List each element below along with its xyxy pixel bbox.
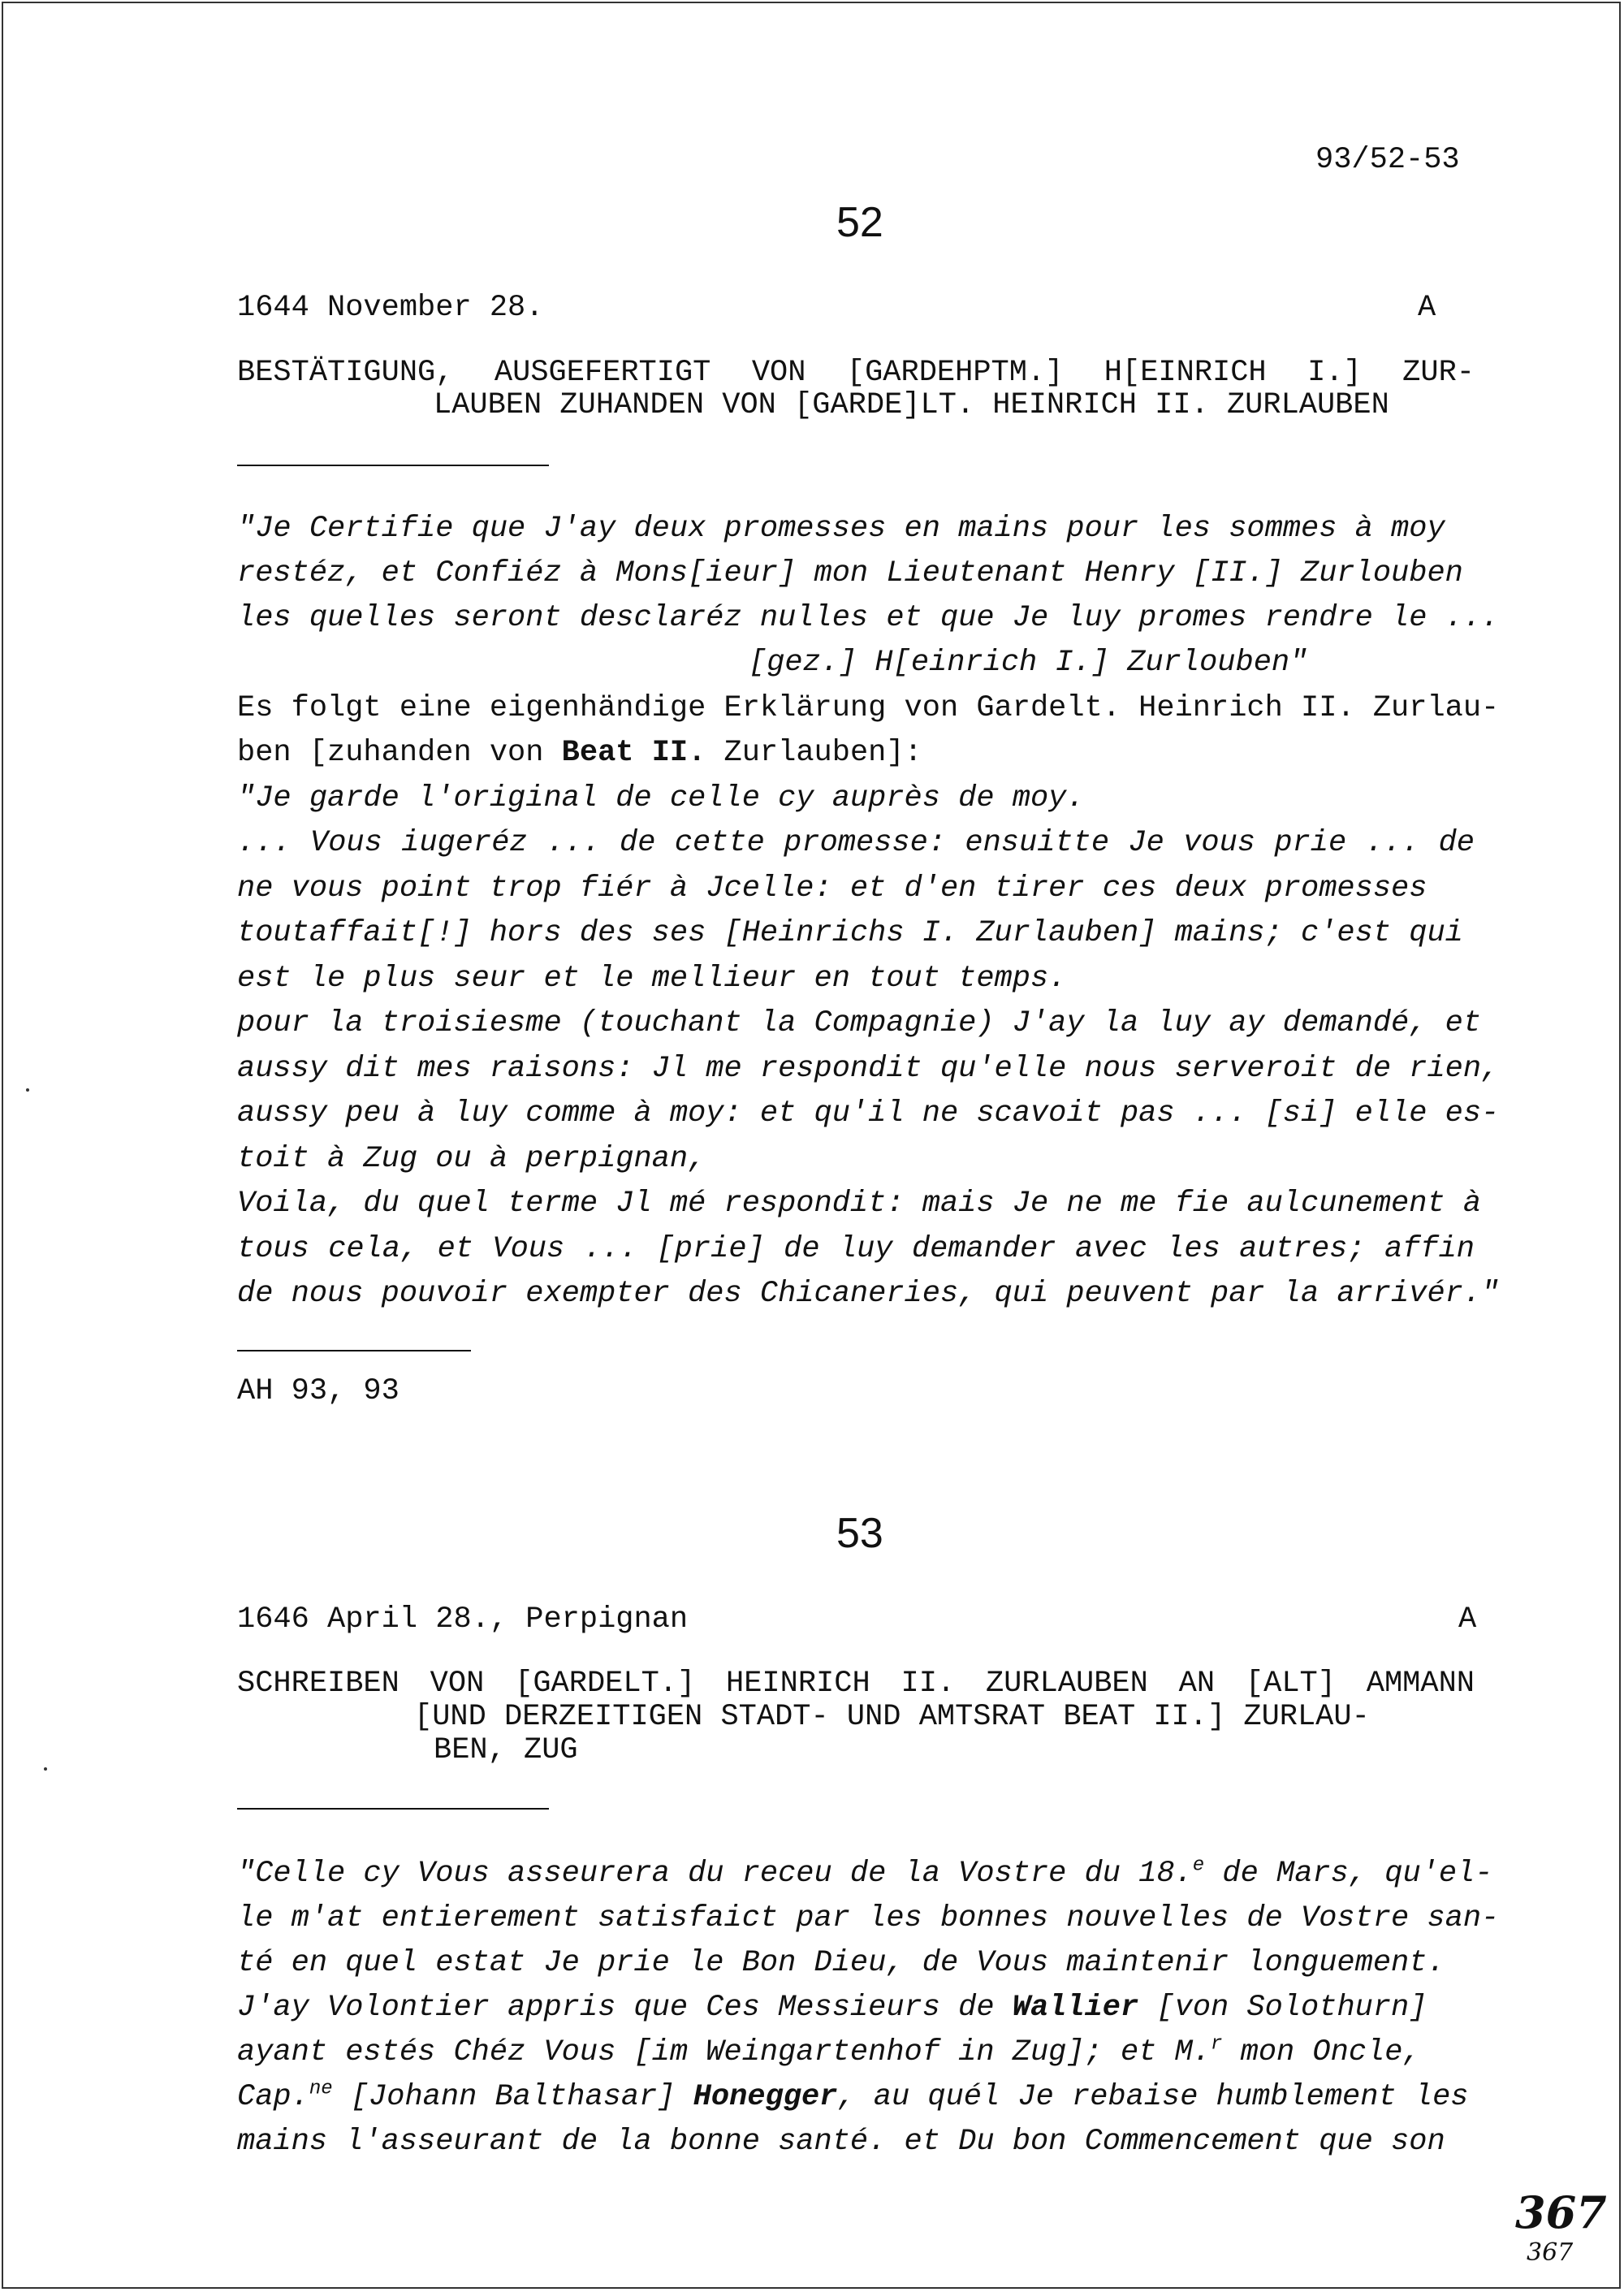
margin-speck [44,1767,47,1771]
doc52-title-line-1: BESTÄTIGUNG, AUSGEFERTIGT VON [GARDEHPTM.] H[EINRICH I.] ZUR- [237,356,1475,390]
doc53-letter-text-end: [von Solothurn] [1138,1991,1427,2025]
doc53-letter-line-2: le m'at entierement satisfaict par les bonnes nouvelles de Vostre san- [237,1901,1500,1935]
doc52-quote-line-15: tous cela, et Vous ... [prie] de luy demander avec les autres; affin [237,1232,1475,1266]
doc53-letter-line-7: mains l'asseurant de la bonne santé. et Du bon Commencement que son [237,2125,1445,2159]
doc52-quote-line-7: ne vous point trop fiér à Jcelle: et d'en tirer ces deux promesses [237,871,1427,906]
doc53-letter-line-5 [237,2035,1475,2069]
doc53-superscript: e [1192,1854,1205,1877]
doc53-bold-name: Honegger [693,2080,838,2114]
doc53-title-line-2: [UND DERZEITIGEN STADT- UND AMTSRAT BEAT II.] ZURLAU- [414,1700,1370,1734]
doc52-quote-line-12: aussy peu à luy comme à moy: et qu'il ne scavoit pas ... [si] elle es- [237,1096,1500,1131]
doc52-quote-line-1: "Je Certifie que J'ay deux promesses en mains pour les sommes à moy [237,512,1445,546]
doc52-note-text-end: Zurlauben]: [706,736,922,770]
doc53-marker: A [1458,1602,1477,1637]
doc53-superscript: ne [309,2078,333,2100]
page-stamp: 367 [1515,2186,1607,2238]
doc52-note-bold-name: Beat II. [561,736,706,770]
doc53-bold-name: Wallier [1012,1991,1139,2025]
doc53-separator [237,1808,549,1810]
doc52-title-line-2: LAUBEN ZUHANDEN VON [GARDE]LT. HEINRICH II. ZURLAUBEN [434,388,1389,422]
doc53-superscript: r [1211,2033,1223,2056]
doc53-letter-text-end: , au quél Je rebaise humblement les [837,2080,1469,2114]
margin-speck [26,1088,29,1092]
doc53-title-line-3: BEN, ZUG [434,1733,578,1767]
doc52-source: AH 93, 93 [237,1374,400,1408]
doc53-letter-line-4 [237,1991,1475,2025]
doc52-source-separator [237,1350,471,1351]
doc52-quote-line-5: "Je garde l'original de celle cy auprès de moy. [237,781,1085,815]
doc53-letter-text: ayant estés Chéz Vous [im Weingartenhof in Zug]; et M. [237,2035,1211,2069]
doc53-letter-line-3: té en quel estat Je prie le Bon Dieu, de Vous maintenir longuement. [237,1946,1445,1980]
doc52-quote-line-13: toit à Zug ou à perpignan, [237,1142,706,1176]
document-number-52: 52 [836,199,883,246]
doc53-letter-text: "Celle cy Vous asseurera du receu de la Vostre du 18. [237,1857,1193,1891]
doc52-note-text: ben [zuhanden von [237,736,562,770]
doc52-quote-line-16: de nous pouvoir exempter des Chicaneries, qui peuvent par la arrivér." [237,1277,1500,1311]
doc52-quote-line-10: pour la troisiesme (touchant la Compagnie) J'ay la luy ay demandé, et [237,1006,1482,1040]
doc52-quote-line-6: ... Vous iugeréz ... de cette promesse: ensuitte Je vous prie ... de [237,826,1475,860]
doc53-date: 1646 April 28., Perpignan [237,1602,689,1637]
doc52-quote-line-2: restéz, et Confiéz à Mons[ieur] mon Lieutenant Henry [II.] Zurlouben [237,556,1463,590]
doc52-quote-line-14: Voila, du quel terme Jl mé respondit: mais Je ne me fie aulcunement à [237,1187,1482,1221]
doc52-quote-line-8: toutaffait[!] hors des ses [Heinrichs I. Zurlauben] mains; c'est qui [237,916,1463,950]
doc52-marker: A [1418,291,1436,325]
doc52-date: 1644 November 28. [237,291,544,325]
doc53-letter-text: Cap. [237,2080,309,2114]
doc52-note-line-1: Es folgt eine eigenhändige Erklärung von Gardelt. Heinrich II. Zurlau- [237,691,1500,725]
doc53-letter-text-end: mon Oncle, [1222,2035,1421,2069]
document-number-53: 53 [836,1510,883,1557]
page-stamp-small: 367 [1527,2238,1574,2267]
doc52-quote-line-11: aussy dit mes raisons: Jl me respondit qu'elle nous serveroit de rien, [237,1052,1500,1086]
doc53-letter-text-mid: [Johann Balthasar] [332,2080,693,2114]
doc53-letter-line-6 [237,2080,1475,2114]
doc53-letter-line-1 [237,1854,1493,1891]
doc52-quote-line-9: est le plus seur et le mellieur en tout temps. [237,962,1067,996]
doc52-note-line-2 [237,736,1475,770]
doc53-letter-text: J'ay Volontier appris que Ces Messieurs de [237,1991,1013,2025]
doc52-signature: [gez.] H[einrich I.] Zurlouben" [749,646,1308,680]
doc52-quote-line-3: les quelles seront desclaréz nulles et que Je luy promes rendre le ... [237,601,1500,635]
page-reference: 93/52-53 [1315,143,1460,177]
doc52-separator [237,465,549,466]
doc53-letter-text-end: de Mars, qu'el- [1204,1857,1493,1891]
doc53-title-line-1: SCHREIBEN VON [GARDELT.] HEINRICH II. ZURLAUBEN AN [ALT] AMMANN [237,1667,1475,1701]
